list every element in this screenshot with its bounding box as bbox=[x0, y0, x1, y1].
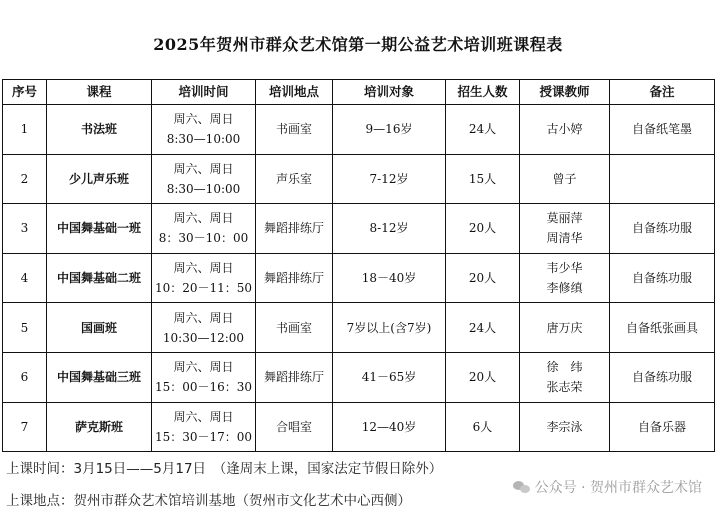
cell-time-line: 10:30—12:00 bbox=[162, 330, 245, 345]
cell-teacher-line: 唐万庆 bbox=[546, 320, 583, 335]
class-time-note: 上课时间：3月15日——5月17日 （逢周末上课，国家法定节假日除外） bbox=[6, 461, 443, 477]
cell-course: 国画班 bbox=[47, 303, 152, 353]
cell-teacher-line: 徐 纬 bbox=[546, 360, 583, 375]
cell-time-line: 周六、周日 bbox=[173, 409, 234, 424]
cell-time-line: 8：30－10：00 bbox=[158, 231, 249, 246]
cell-no: 4 bbox=[3, 253, 47, 303]
cell-note bbox=[610, 154, 715, 204]
cell-time bbox=[152, 402, 256, 452]
table-row bbox=[3, 352, 715, 402]
cell-teacher-line: 李宗泳 bbox=[546, 419, 583, 434]
cell-place: 舞蹈排练厅 bbox=[256, 352, 333, 402]
cell-target: 7-12岁 bbox=[333, 154, 446, 204]
cell-teacher bbox=[520, 253, 610, 303]
cell-time bbox=[152, 154, 256, 204]
cell-course: 中国舞基础三班 bbox=[47, 352, 152, 402]
header-enroll: 招生人数 bbox=[446, 80, 520, 105]
cell-course: 萨克斯班 bbox=[47, 402, 152, 452]
cell-course: 少儿声乐班 bbox=[47, 154, 152, 204]
cell-time bbox=[152, 303, 256, 353]
cell-time-line: 周六、周日 bbox=[173, 211, 234, 226]
header-target: 培训对象 bbox=[333, 80, 446, 105]
cell-enroll: 20人 bbox=[446, 253, 520, 303]
cell-teacher bbox=[520, 402, 610, 452]
page-title: 2025年贺州市群众艺术馆第一期公益艺术培训班课程表 bbox=[153, 35, 563, 54]
table-row bbox=[3, 253, 715, 303]
table-row bbox=[3, 154, 715, 204]
class-location-note: 上课地点：贺州市群众艺术馆培训基地（贺州市文化艺术中心西侧） bbox=[6, 493, 411, 509]
cell-place: 书画室 bbox=[256, 105, 333, 155]
cell-teacher-line: 周清华 bbox=[546, 231, 583, 246]
cell-no: 1 bbox=[3, 105, 47, 155]
cell-teacher bbox=[520, 154, 610, 204]
table-row bbox=[3, 402, 715, 452]
table-row bbox=[3, 105, 715, 155]
cell-time bbox=[152, 253, 256, 303]
cell-course: 中国舞基础二班 bbox=[47, 253, 152, 303]
cell-no: 6 bbox=[3, 352, 47, 402]
cell-time-line: 15：30－17：00 bbox=[154, 429, 253, 444]
cell-time-line: 8:30—10:00 bbox=[166, 181, 241, 196]
cell-no: 5 bbox=[3, 303, 47, 353]
cell-enroll: 6人 bbox=[446, 402, 520, 452]
cell-enroll: 24人 bbox=[446, 303, 520, 353]
cell-teacher bbox=[520, 105, 610, 155]
cell-no: 7 bbox=[3, 402, 47, 452]
cell-time-line: 周六、周日 bbox=[173, 360, 234, 375]
cell-place: 舞蹈排练厅 bbox=[256, 253, 333, 303]
cell-target: 41－65岁 bbox=[333, 352, 446, 402]
cell-teacher-line: 曾子 bbox=[552, 171, 577, 186]
cell-time-line: 周六、周日 bbox=[173, 310, 234, 325]
cell-teacher-line: 韦少华 bbox=[546, 261, 583, 276]
cell-course: 中国舞基础一班 bbox=[47, 204, 152, 254]
cell-time bbox=[152, 352, 256, 402]
header-place: 培训地点 bbox=[256, 80, 333, 105]
cell-place: 书画室 bbox=[256, 303, 333, 353]
cell-time-line: 周六、周日 bbox=[173, 161, 234, 176]
watermark-text: 公众号 · 贺州市群众艺术馆 bbox=[534, 480, 702, 496]
cell-teacher-line: 张志荣 bbox=[546, 380, 583, 395]
wechat-icon bbox=[513, 480, 531, 494]
cell-enroll: 24人 bbox=[446, 105, 520, 155]
cell-note: 自备乐器 bbox=[610, 402, 715, 452]
table-body bbox=[3, 105, 715, 452]
cell-note: 自备练功服 bbox=[610, 352, 715, 402]
cell-target: 18－40岁 bbox=[333, 253, 446, 303]
cell-target: 7岁以上(含7岁) bbox=[333, 303, 446, 353]
cell-teacher bbox=[520, 352, 610, 402]
cell-note: 自备练功服 bbox=[610, 204, 715, 254]
cell-teacher-line: 莫丽萍 bbox=[546, 211, 583, 226]
table-header-row bbox=[3, 80, 715, 105]
cell-target: 12—40岁 bbox=[333, 402, 446, 452]
cell-teacher-line: 李修缜 bbox=[546, 281, 583, 296]
cell-enroll: 20人 bbox=[446, 204, 520, 254]
cell-target: 8-12岁 bbox=[333, 204, 446, 254]
cell-note: 自备纸张画具 bbox=[610, 303, 715, 353]
cell-target: 9—16岁 bbox=[333, 105, 446, 155]
cell-teacher bbox=[520, 204, 610, 254]
cell-note: 自备纸笔墨 bbox=[610, 105, 715, 155]
cell-no: 3 bbox=[3, 204, 47, 254]
cell-time-line: 10：20－11：50 bbox=[154, 281, 253, 296]
cell-time-line: 15：00－16：30 bbox=[154, 380, 253, 395]
header-no: 序号 bbox=[3, 80, 47, 105]
table-row bbox=[3, 204, 715, 254]
cell-teacher-line: 古小婷 bbox=[546, 122, 583, 137]
course-schedule-table bbox=[2, 79, 715, 452]
cell-time bbox=[152, 204, 256, 254]
cell-time bbox=[152, 105, 256, 155]
header-time: 培训时间 bbox=[152, 80, 256, 105]
cell-teacher bbox=[520, 303, 610, 353]
cell-enroll: 20人 bbox=[446, 352, 520, 402]
header-course: 课程 bbox=[47, 80, 152, 105]
cell-place: 声乐室 bbox=[256, 154, 333, 204]
cell-no: 2 bbox=[3, 154, 47, 204]
cell-enroll: 15人 bbox=[446, 154, 520, 204]
header-teacher: 授课教师 bbox=[520, 80, 610, 105]
cell-time-line: 周六、周日 bbox=[173, 261, 234, 276]
table-row bbox=[3, 303, 715, 353]
cell-place: 合唱室 bbox=[256, 402, 333, 452]
cell-place: 舞蹈排练厅 bbox=[256, 204, 333, 254]
header-note: 备注 bbox=[610, 80, 715, 105]
cell-time-line: 周六、周日 bbox=[173, 112, 234, 127]
cell-course: 书法班 bbox=[47, 105, 152, 155]
cell-note: 自备练功服 bbox=[610, 253, 715, 303]
wechat-watermark bbox=[513, 477, 702, 497]
cell-time-line: 8:30—10:00 bbox=[166, 132, 241, 147]
